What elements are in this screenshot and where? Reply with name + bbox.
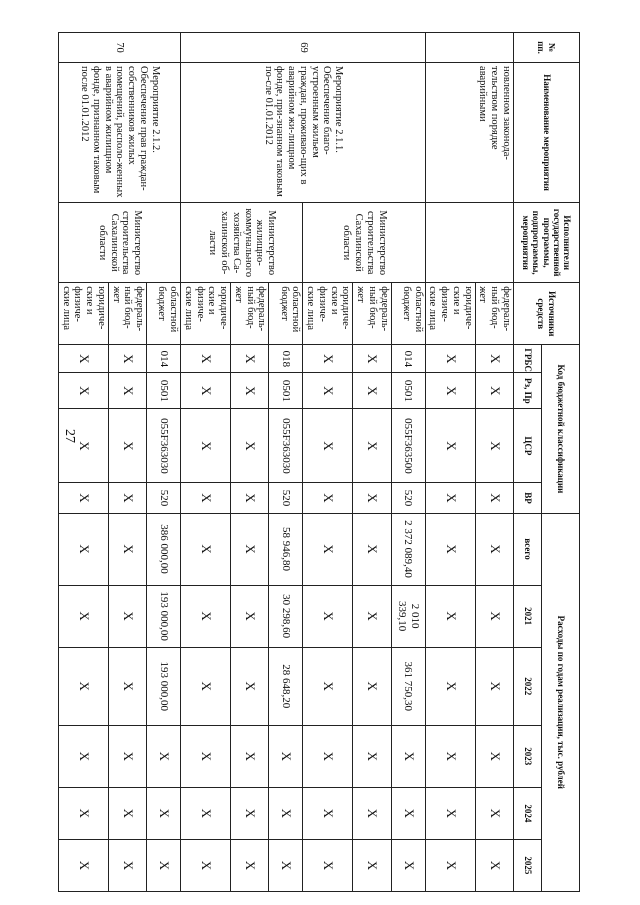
x-mark: X xyxy=(353,585,391,647)
x-mark: X xyxy=(353,725,391,787)
x-mark: X xyxy=(425,585,475,647)
x-mark: X xyxy=(231,787,269,839)
source-cell: областной бюджет xyxy=(391,283,425,345)
header-row-1 xyxy=(542,33,580,892)
x-mark: X xyxy=(353,373,391,409)
measure-name: Мероприятие 2.1.2. Обеспечение прав граждан-собственников жилых помещений, располо-женных в аварийном жилищном фонде, признанном таковым после 01.01.2012 xyxy=(59,63,181,203)
x-mark: X xyxy=(181,345,231,373)
source-cell: федераль-ный бюд-жет xyxy=(231,283,269,345)
rzpr-value: 0501 xyxy=(391,373,425,409)
x-mark: X xyxy=(425,483,475,513)
x-mark: X xyxy=(391,725,425,787)
x-mark: X xyxy=(425,513,475,585)
grbs-value: 014 xyxy=(391,345,425,373)
source-cell: областной бюджет xyxy=(147,283,181,345)
x-mark: X xyxy=(353,409,391,483)
table-row xyxy=(475,33,513,892)
x-mark: X xyxy=(391,839,425,891)
x-mark: X xyxy=(425,373,475,409)
x-mark: X xyxy=(303,647,353,725)
x-mark: X xyxy=(147,787,181,839)
table-row xyxy=(391,33,425,892)
x-mark: X xyxy=(109,839,147,891)
header-2025: 2025 xyxy=(514,839,542,891)
y2021-value: 30 298,60 xyxy=(269,585,303,647)
header-total: всего xyxy=(514,513,542,585)
grbs-value: 014 xyxy=(147,345,181,373)
header-name: Наименование мероприятия xyxy=(514,63,580,203)
x-mark: X xyxy=(475,373,513,409)
x-mark: X xyxy=(425,787,475,839)
x-mark: X xyxy=(425,345,475,373)
x-mark: X xyxy=(109,345,147,373)
header-2024: 2024 xyxy=(514,787,542,839)
x-mark: X xyxy=(181,409,231,483)
x-mark: X xyxy=(269,839,303,891)
header-2021: 2021 xyxy=(514,585,542,647)
x-mark: X xyxy=(59,373,109,409)
x-mark: X xyxy=(181,513,231,585)
page-number: 27 xyxy=(62,429,77,443)
x-mark: X xyxy=(269,725,303,787)
x-mark: X xyxy=(231,483,269,513)
x-mark: X xyxy=(109,483,147,513)
x-mark: X xyxy=(59,647,109,725)
y2022-value: 28 648,20 xyxy=(269,647,303,725)
source-cell: юридиче-ские и физиче-ские лица xyxy=(59,283,109,345)
x-mark: X xyxy=(109,725,147,787)
x-mark: X xyxy=(231,373,269,409)
row-number: 70 xyxy=(59,33,181,63)
source-cell: юридиче-ские и физиче-ские лица xyxy=(303,283,353,345)
x-mark: X xyxy=(147,725,181,787)
x-mark: X xyxy=(59,787,109,839)
x-mark: X xyxy=(109,513,147,585)
x-mark: X xyxy=(475,483,513,513)
header-no: № пп. xyxy=(514,33,580,63)
x-mark: X xyxy=(475,725,513,787)
x-mark: X xyxy=(425,647,475,725)
budget-table xyxy=(58,32,580,892)
y2021-value: 2 010 339,10 xyxy=(391,585,425,647)
x-mark: X xyxy=(425,725,475,787)
x-mark: X xyxy=(475,647,513,725)
vr-value: 520 xyxy=(269,483,303,513)
x-mark: X xyxy=(109,647,147,725)
source-cell: областной бюджет xyxy=(269,283,303,345)
x-mark: X xyxy=(147,839,181,891)
x-mark: X xyxy=(109,787,147,839)
x-mark: X xyxy=(475,787,513,839)
x-mark: X xyxy=(181,725,231,787)
y2021-value: 193 000,00 xyxy=(147,585,181,647)
executor: Министерство строительства Сахалинской области xyxy=(303,203,425,283)
header-code: Код бюджетной классификации xyxy=(542,345,580,513)
x-mark: X xyxy=(475,513,513,585)
x-mark: X xyxy=(475,409,513,483)
x-mark: X xyxy=(59,483,109,513)
x-mark: X xyxy=(59,409,109,483)
source-cell: юридиче-ские и физиче-ские лица xyxy=(425,283,475,345)
x-mark: X xyxy=(181,787,231,839)
csr-value: 055F363500 xyxy=(391,409,425,483)
grbs-value: 018 xyxy=(269,345,303,373)
x-mark: X xyxy=(303,787,353,839)
executor: Министерство строительства Сахалинской области xyxy=(59,203,181,283)
source-cell: юридиче-ские и физиче-ские лица xyxy=(181,283,231,345)
cont-executor xyxy=(425,203,513,283)
header-2022: 2022 xyxy=(514,647,542,725)
x-mark: X xyxy=(475,585,513,647)
x-mark: X xyxy=(59,585,109,647)
x-mark: X xyxy=(109,409,147,483)
x-mark: X xyxy=(425,409,475,483)
x-mark: X xyxy=(353,513,391,585)
header-source: Источники средств xyxy=(514,283,580,345)
x-mark: X xyxy=(59,513,109,585)
x-mark: X xyxy=(303,585,353,647)
vr-value: 520 xyxy=(391,483,425,513)
x-mark: X xyxy=(231,839,269,891)
x-mark: X xyxy=(181,483,231,513)
row-number: 69 xyxy=(181,33,426,63)
vr-value: 520 xyxy=(147,483,181,513)
x-mark: X xyxy=(181,839,231,891)
rotated-page xyxy=(60,32,580,892)
csr-value: 055F363030 xyxy=(269,409,303,483)
x-mark: X xyxy=(425,839,475,891)
total-value: 386 000,00 xyxy=(147,513,181,585)
x-mark: X xyxy=(231,345,269,373)
x-mark: X xyxy=(181,647,231,725)
header-csr: ЦСР xyxy=(514,409,542,483)
executor: Министерство жилищно-коммунального хозяйства Са-халинской об-ласти xyxy=(181,203,303,283)
source-cell: федераль-ный бюд-жет xyxy=(475,283,513,345)
total-value: 58 946,80 xyxy=(269,513,303,585)
header-executor: Исполнители государственной программы, подпрограммы, мероприятия xyxy=(514,203,580,283)
x-mark: X xyxy=(475,839,513,891)
source-cell: федераль-ный бюд-жет xyxy=(353,283,391,345)
header-grbs: ГРБС xyxy=(514,345,542,373)
rzpr-value: 0501 xyxy=(269,373,303,409)
cont-no-cell xyxy=(425,33,513,63)
x-mark: X xyxy=(391,787,425,839)
csr-value: 055F363030 xyxy=(147,409,181,483)
x-mark: X xyxy=(353,647,391,725)
source-cell: федераль-ный бюд-жет xyxy=(109,283,147,345)
x-mark: X xyxy=(59,725,109,787)
x-mark: X xyxy=(303,345,353,373)
total-value: 2 372 089,40 xyxy=(391,513,425,585)
x-mark: X xyxy=(303,839,353,891)
x-mark: X xyxy=(231,585,269,647)
x-mark: X xyxy=(231,647,269,725)
x-mark: X xyxy=(231,725,269,787)
x-mark: X xyxy=(109,373,147,409)
x-mark: X xyxy=(303,409,353,483)
x-mark: X xyxy=(303,483,353,513)
x-mark: X xyxy=(353,483,391,513)
header-expenses: Расходы по годам реализации, тыс. рублей xyxy=(542,513,580,891)
header-rzpr: Рз, Пр xyxy=(514,373,542,409)
x-mark: X xyxy=(231,409,269,483)
y2022-value: 361 750,30 xyxy=(391,647,425,725)
x-mark: X xyxy=(303,725,353,787)
rzpr-value: 0501 xyxy=(147,373,181,409)
x-mark: X xyxy=(475,345,513,373)
header-2023: 2023 xyxy=(514,725,542,787)
x-mark: X xyxy=(303,513,353,585)
x-mark: X xyxy=(303,373,353,409)
y2022-value: 193 000,00 xyxy=(147,647,181,725)
x-mark: X xyxy=(181,373,231,409)
table-row xyxy=(147,33,181,892)
x-mark: X xyxy=(59,345,109,373)
x-mark: X xyxy=(269,787,303,839)
x-mark: X xyxy=(231,513,269,585)
cont-name: новленном законода-тельством порядке аварийными xyxy=(425,63,513,203)
header-vr: ВР xyxy=(514,483,542,513)
x-mark: X xyxy=(353,787,391,839)
x-mark: X xyxy=(353,839,391,891)
x-mark: X xyxy=(181,585,231,647)
x-mark: X xyxy=(59,839,109,891)
x-mark: X xyxy=(109,585,147,647)
measure-name: Мероприятие 2.1.1. Обеспечение благо-устроенным жильем граждан, проживаю-щих в аварийном жи-лищном фонде, при-знанном таковым по-сле 01.01.2012 xyxy=(181,63,426,203)
x-mark: X xyxy=(353,345,391,373)
